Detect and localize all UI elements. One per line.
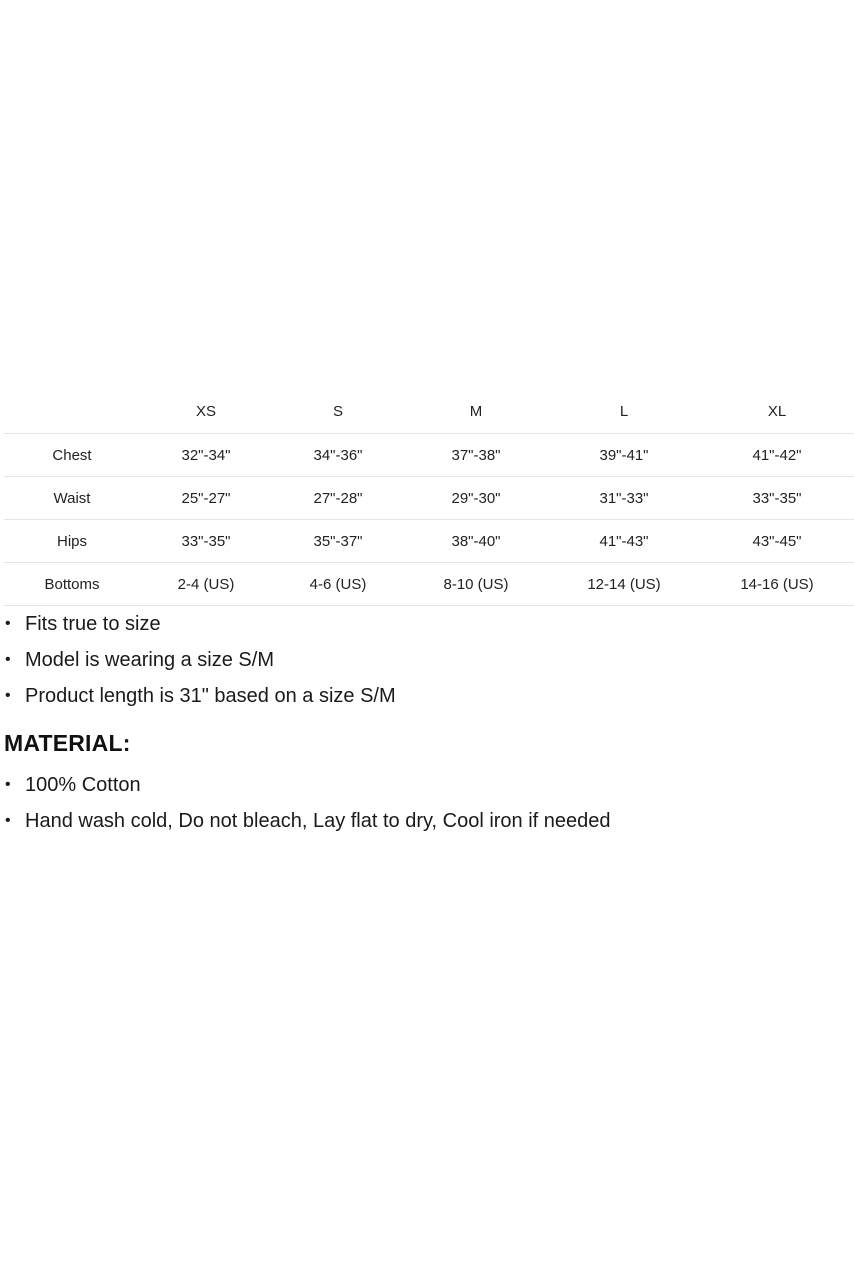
bullet-icon: • [5,615,11,632]
table-cell: 29"-30" [404,477,548,520]
table-cell: 37"-38" [404,434,548,477]
table-row [4,520,854,563]
table-cell: 33"-35" [140,520,272,563]
fit-notes-list [4,606,854,714]
table-cell: 27"-28" [272,477,404,520]
bullet-icon: • [5,776,11,793]
table-cell: 34"-36" [272,434,404,477]
table-cell: 8-10 (US) [404,563,548,606]
bullet-icon: • [5,812,11,829]
product-details [4,390,854,839]
fit-note-text: Fits true to size [25,613,161,635]
table-cell: 4-6 (US) [272,563,404,606]
header-cell-l: L [548,390,700,434]
list-item [4,803,854,839]
table-cell: 43"-45" [700,520,854,563]
table-cell: 25"-27" [140,477,272,520]
table-cell: 35"-37" [272,520,404,563]
row-label-bottoms: Bottoms [4,563,140,606]
table-cell: 41"-42" [700,434,854,477]
list-item [4,678,854,714]
table-row [4,477,854,520]
row-label-chest: Chest [4,434,140,477]
table-cell: 12-14 (US) [548,563,700,606]
material-item-text: 100% Cotton [25,774,141,796]
fit-note-text: Model is wearing a size S/M [25,649,274,671]
table-cell: 33"-35" [700,477,854,520]
material-item-text: Hand wash cold, Do not bleach, Lay flat to dry, Cool iron if needed [25,810,611,832]
table-row [4,563,854,606]
bullet-icon: • [5,687,11,704]
size-chart-table [4,390,854,606]
material-list [4,767,854,839]
fit-note-text: Product length is 31" based on a size S/M [25,685,396,707]
table-cell: 38"-40" [404,520,548,563]
table-cell: 41"-43" [548,520,700,563]
row-label-waist: Waist [4,477,140,520]
header-cell-empty [4,390,140,434]
table-row [4,434,854,477]
table-cell: 14-16 (US) [700,563,854,606]
list-item [4,642,854,678]
bullet-icon: • [5,651,11,668]
header-cell-m: M [404,390,548,434]
table-cell: 31"-33" [548,477,700,520]
list-item [4,767,854,803]
table-cell: 32"-34" [140,434,272,477]
table-cell: 2-4 (US) [140,563,272,606]
row-label-hips: Hips [4,520,140,563]
material-heading: MATERIAL: [4,730,131,756]
list-item [4,606,854,642]
header-cell-xs: XS [140,390,272,434]
table-cell: 39"-41" [548,434,700,477]
header-cell-xl: XL [700,390,854,434]
header-cell-s: S [272,390,404,434]
size-chart-header-row [4,390,854,434]
